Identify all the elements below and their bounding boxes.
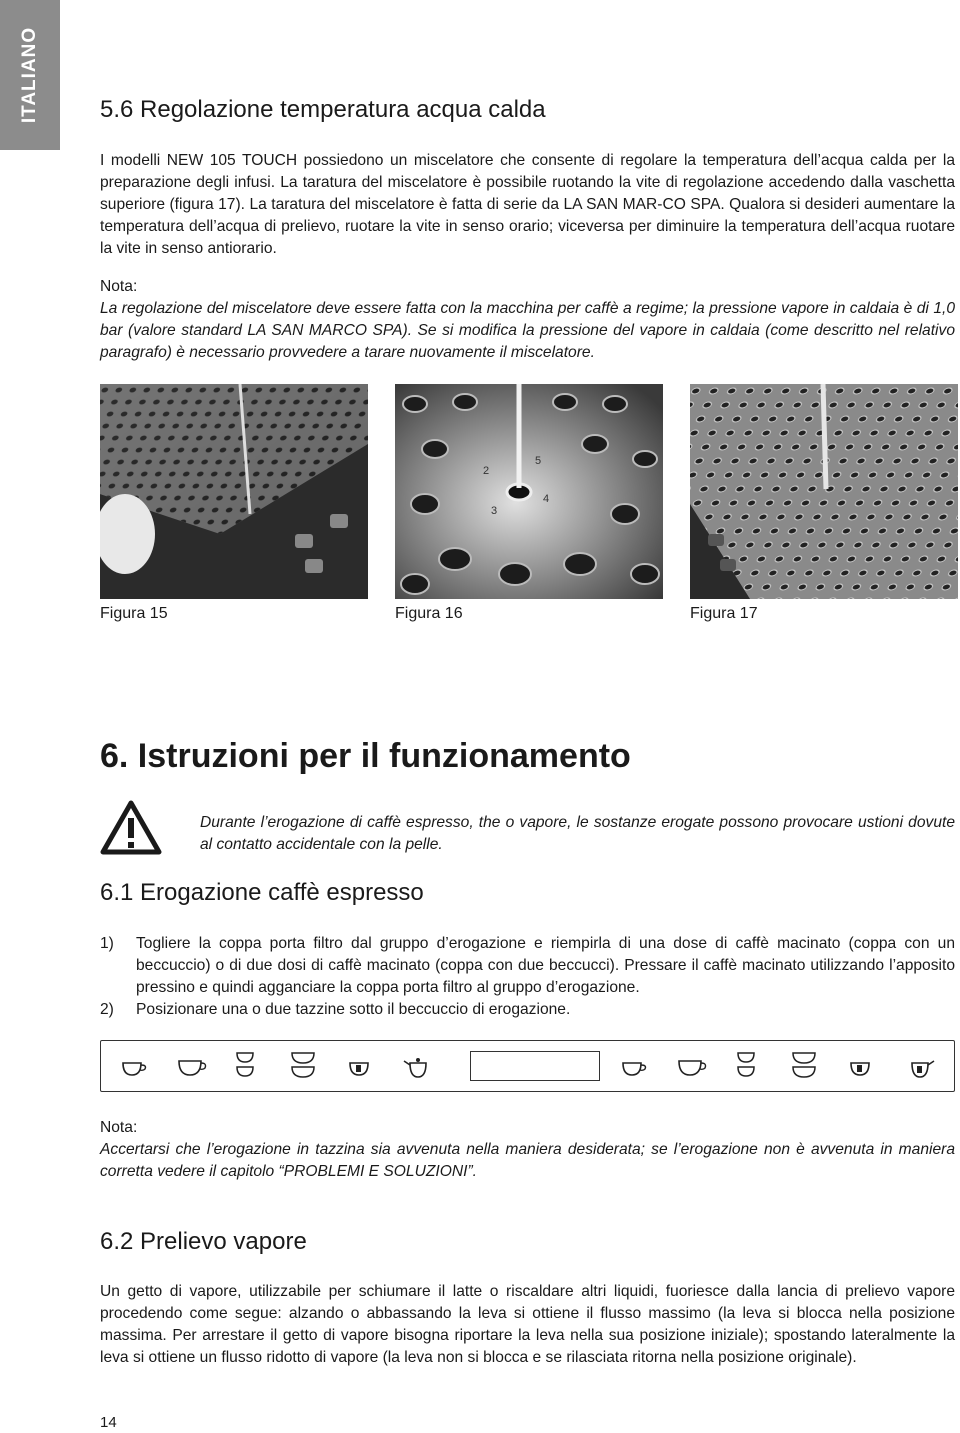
continuous-coffee-icon xyxy=(847,1051,879,1081)
figure-16-caption: Figura 16 xyxy=(395,605,463,622)
section-6-1-title: 6.1 Erogazione caffè espresso xyxy=(100,879,424,906)
warning-text: Durante l’erogazione di caffè espresso, the o vapore, le sostanze erogate possono provocare ustioni dovute al contatto accidentale con la pelle. xyxy=(200,814,955,853)
section-6-2-body: Un getto di vapore, utilizzabile per schiumare il latte o riscaldare altri liquidi, fuoriesce dalla lancia di prelievo vapore procedendo come segue: alzando o abbassando la leva si ottiene il flusso massimo (la leva si blocca nella posizione massima. Per arrestare il getto di vapore bisogna riportare la leva nella sua posizione iniziale); spostando lateralmente la leva si ottiene un flusso ridotto di vapore (la leva non si blocca e se rilasciata ritorna nella posizione originale). xyxy=(100,1283,955,1366)
procedure-list xyxy=(100,933,955,1021)
page-number: 14 xyxy=(100,1414,117,1431)
list-item-text: Posizionare una o due tazzine sotto il beccuccio di erogazione. xyxy=(136,1001,571,1018)
teapot-icon xyxy=(402,1051,434,1081)
figure-16-photo xyxy=(395,384,663,599)
one-mug-icon xyxy=(676,1051,708,1081)
figure-17-photo xyxy=(690,384,958,599)
display-screen xyxy=(470,1051,600,1081)
one-cup-icon xyxy=(619,1051,651,1081)
two-mugs-icon xyxy=(289,1051,321,1081)
two-cups-icon xyxy=(733,1051,765,1081)
nota-text-1: La regolazione del miscelatore deve essere fatta con la macchina per caffè a regime; la pressione vapore in caldaia è di 1,0 bar (valore standard LA SAN MARCO SPA). Se si modifica la pressione del vapore in caldaia (come descritto nel relativo paragrafo) è necessario provvedere a tarare nuovamente il miscelatore. xyxy=(100,300,955,361)
svg-text:4: 4 xyxy=(543,493,550,505)
svg-text:2: 2 xyxy=(483,465,490,477)
section-6-title: 6. Istruzioni per il funzionamento xyxy=(100,737,631,775)
one-mug-icon xyxy=(176,1051,208,1081)
language-tab xyxy=(0,0,60,150)
svg-text:5: 5 xyxy=(535,455,542,467)
figure-15-photo xyxy=(100,384,368,599)
section-6-2-title: 6.2 Prelievo vapore xyxy=(100,1228,307,1255)
list-item-number: 2) xyxy=(100,1001,114,1018)
section-5-6-title: 5.6 Regolazione temperatura acqua calda xyxy=(100,96,546,123)
nota-label-1: Nota: xyxy=(100,278,138,295)
one-cup-icon xyxy=(119,1051,151,1081)
list-item-text: Togliere la coppa porta filtro dal gruppo d’erogazione e riempirla di una dose di caffè macinato (coppa con un beccuccio) o di due dosi di caffè macinato (coppa con due beccucci). Pressare il caffè macinato utilizzando l’apposito pressino e quindi agganciare la coppa porta filtro al gruppo d’erogazione. xyxy=(136,935,955,996)
list-item xyxy=(100,999,955,1021)
list-item-number: 1) xyxy=(100,935,114,952)
warning-icon xyxy=(100,800,162,855)
figure-15-caption: Figura 15 xyxy=(100,605,168,622)
section-5-6-body: I modelli NEW 105 TOUCH possiedono un miscelatore che consente di regolare la temperatura dell’acqua calda per la preparazione degli infusi. La taratura del miscelatore è possibile ruotando la vite di regolazione accedendo dalla vaschetta superiore (figura 17). La taratura del miscelatore è fatta di serie da LA SAN MAR-CO SPA. Qualora si desideri aumentare la temperatura dell’acqua di prelievo, ruotare la vite in senso orario; viceversa per diminuire la temperatura dell’acqua ruotare la vite in senso antiorario. xyxy=(100,152,955,257)
continuous-coffee-icon xyxy=(346,1051,378,1081)
nota-text-2: Accertarsi che l’erogazione in tazzina sia avvenuta nella maniera desiderata; se l’erogazione non è avvenuta in maniera corretta vedere il capitolo “PROBLEMI E SOLUZIONI”. xyxy=(100,1141,955,1180)
svg-text:3: 3 xyxy=(491,505,498,517)
two-mugs-icon xyxy=(790,1051,822,1081)
control-panel-diagram xyxy=(100,1040,955,1092)
figure-17-caption: Figura 17 xyxy=(690,605,758,622)
nota-label-2: Nota: xyxy=(100,1119,138,1136)
language-tab-label: ITALIANO xyxy=(19,26,40,124)
hot-water-icon xyxy=(904,1051,936,1081)
list-item xyxy=(100,933,955,999)
two-cups-icon xyxy=(232,1051,264,1081)
